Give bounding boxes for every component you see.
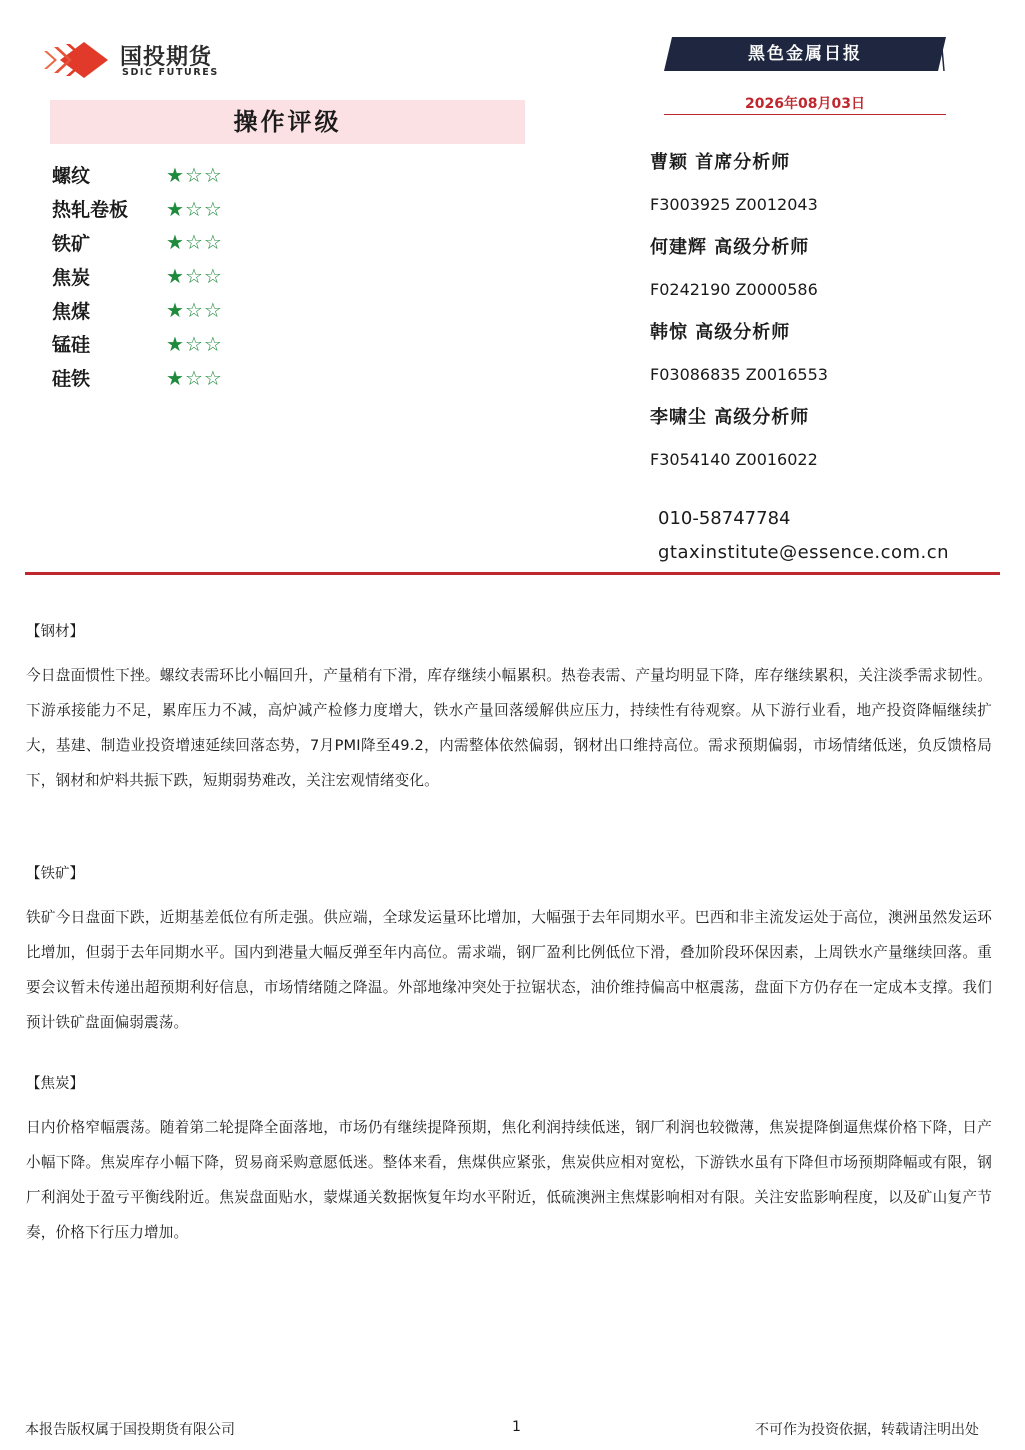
- rating-row: [52, 293, 352, 327]
- rating-commodity-name: 铁矿: [52, 232, 91, 255]
- section-coke: [26, 1072, 992, 1250]
- section-title: 【钢材】: [26, 624, 84, 640]
- star-empty-icon: ☆: [203, 230, 223, 255]
- star-empty-icon: ☆: [184, 162, 204, 187]
- section-title: 【铁矿】: [26, 866, 84, 882]
- star-empty-icon: ☆: [184, 196, 204, 221]
- analyst-name: 曹颖 首席分析师: [650, 152, 791, 173]
- report-type-title: 黑色金属日报: [748, 44, 862, 64]
- star-empty-icon: ☆: [184, 365, 204, 390]
- analyst-license-ids: F3003925 Z0012043: [650, 195, 818, 214]
- star-rating-icon: [166, 298, 223, 322]
- star-filled-icon: ★: [166, 230, 185, 255]
- rating-row: [52, 259, 352, 293]
- star-filled-icon: ★: [166, 162, 185, 187]
- star-rating-icon: [166, 264, 223, 288]
- star-empty-icon: ☆: [184, 264, 204, 289]
- star-rating-icon: [166, 197, 223, 221]
- company-logo: [40, 38, 240, 82]
- rating-row: [52, 361, 352, 395]
- star-empty-icon: ☆: [184, 298, 204, 323]
- star-rating-icon: [166, 366, 223, 390]
- analyst-license-ids: F03086835 Z0016553: [650, 365, 828, 384]
- star-rating-icon: [166, 163, 223, 187]
- rating-commodity-name: 焦煤: [52, 300, 91, 323]
- footer-disclaimer: 不可作为投资依据，转载请注明出处: [755, 1422, 979, 1438]
- rating-list: [52, 158, 352, 395]
- sdic-logo-icon: [40, 40, 110, 80]
- rating-row: [52, 327, 352, 361]
- star-filled-icon: ★: [166, 196, 185, 221]
- date-divider: [664, 114, 946, 115]
- star-rating-icon: [166, 230, 223, 254]
- rating-commodity-name: 螺纹: [52, 165, 91, 188]
- star-filled-icon: ★: [166, 264, 185, 289]
- star-empty-icon: ☆: [203, 298, 223, 323]
- header-divider: [25, 572, 1000, 575]
- rating-title: 操作评级: [233, 108, 342, 136]
- section-title: 【焦炭】: [26, 1076, 84, 1092]
- star-filled-icon: ★: [166, 331, 185, 356]
- logo-chinese-name: 国投期货: [120, 45, 213, 70]
- page-number: 1: [512, 1419, 521, 1435]
- rating-commodity-name: 焦炭: [52, 266, 91, 289]
- section-body: 日内价格窄幅震荡。随着第二轮提降全面落地，市场仍有继续提降预期，焦化利润持续低迷，钢厂利润也较微薄，焦炭提降倒逼焦煤价格下降，日产小幅下降。焦炭库存小幅下降，贸易商采购意愿低迷。整体来看，焦煤供应紧张，焦炭供应相对宽松，下游铁水虽有下降但市场预期降幅或有限，钢厂利润处于盈亏平衡线附近。焦炭盘面贴水，蒙煤通关数据恢复年均水平附近，低硫澳洲主焦煤影响相对有限。关注安监影响程度，以及矿山复产节奏，价格下行压力增加。: [26, 1119, 992, 1241]
- star-empty-icon: ☆: [203, 196, 223, 221]
- report-date: 2026年08月03日: [745, 96, 865, 112]
- analyst-license-ids: F0242190 Z0000586: [650, 280, 818, 299]
- star-empty-icon: ☆: [203, 365, 223, 390]
- star-filled-icon: ★: [166, 298, 185, 323]
- section-iron-ore: [26, 862, 992, 1040]
- rating-commodity-name: 锰硅: [52, 334, 91, 357]
- star-empty-icon: ☆: [184, 230, 204, 255]
- star-filled-icon: ★: [166, 365, 185, 390]
- section-steel: [26, 620, 992, 798]
- analyst-list: [650, 148, 1000, 488]
- report-type-banner: [664, 37, 946, 71]
- analyst-license-ids: F3054140 Z0016022: [650, 450, 818, 469]
- star-empty-icon: ☆: [184, 331, 204, 356]
- contact-phone: 010-58747784: [658, 508, 791, 529]
- logo-english-name: SDIC FUTURES: [122, 67, 219, 78]
- contact-email[interactable]: gtaxinstitute@essence.com.cn: [658, 542, 950, 563]
- section-body: 今日盘面惯性下挫。螺纹表需环比小幅回升，产量稍有下滑，库存继续小幅累积。热卷表需、产量均明显下降，库存继续累积，关注淡季需求韧性。下游承接能力不足，累库压力不减，高炉减产检修力度增大，铁水产量回落缓解供应压力，持续性有待观察。从下游行业看，地产投资降幅继续扩大，基建、制造业投资增速延续回落态势，7月PMI降至49.2，内需整体依然偏弱，钢材出口维持高位。需求预期偏弱，市场情绪低迷，负反馈格局下，钢材和炉料共振下跌，短期弱势难改，关注宏观情绪变化。: [26, 667, 992, 789]
- rating-row: [52, 192, 352, 226]
- star-empty-icon: ☆: [203, 162, 223, 187]
- section-body: 铁矿今日盘面下跌，近期基差低位有所走强。供应端，全球发运量环比增加，大幅强于去年同期水平。巴西和非主流发运处于高位，澳洲虽然发运环比增加，但弱于去年同期水平。国内到港量大幅反弹至年内高位。需求端，钢厂盈利比例低位下滑，叠加阶段环保因素，上周铁水产量继续回落。重要会议暂未传递出超预期利好信息，市场情绪随之降温。外部地缘冲突处于拉锯状态，油价维持偏高中枢震荡，盘面下方仍存在一定成本支撑。我们预计铁矿盘面偏弱震荡。: [26, 909, 992, 1031]
- footer-copyright: 本报告版权属于国投期货有限公司: [25, 1422, 235, 1438]
- rating-header: [50, 100, 525, 144]
- analyst-name: 李啸尘 高级分析师: [650, 407, 810, 428]
- rating-row: [52, 158, 352, 192]
- star-empty-icon: ☆: [203, 331, 223, 356]
- rating-commodity-name: 热轧卷板: [52, 199, 129, 222]
- star-rating-icon: [166, 332, 223, 356]
- rating-commodity-name: 硅铁: [52, 368, 91, 391]
- rating-row: [52, 226, 352, 260]
- star-empty-icon: ☆: [203, 264, 223, 289]
- analyst-name: 何建辉 高级分析师: [650, 237, 810, 258]
- analyst-name: 韩惊 高级分析师: [650, 322, 791, 343]
